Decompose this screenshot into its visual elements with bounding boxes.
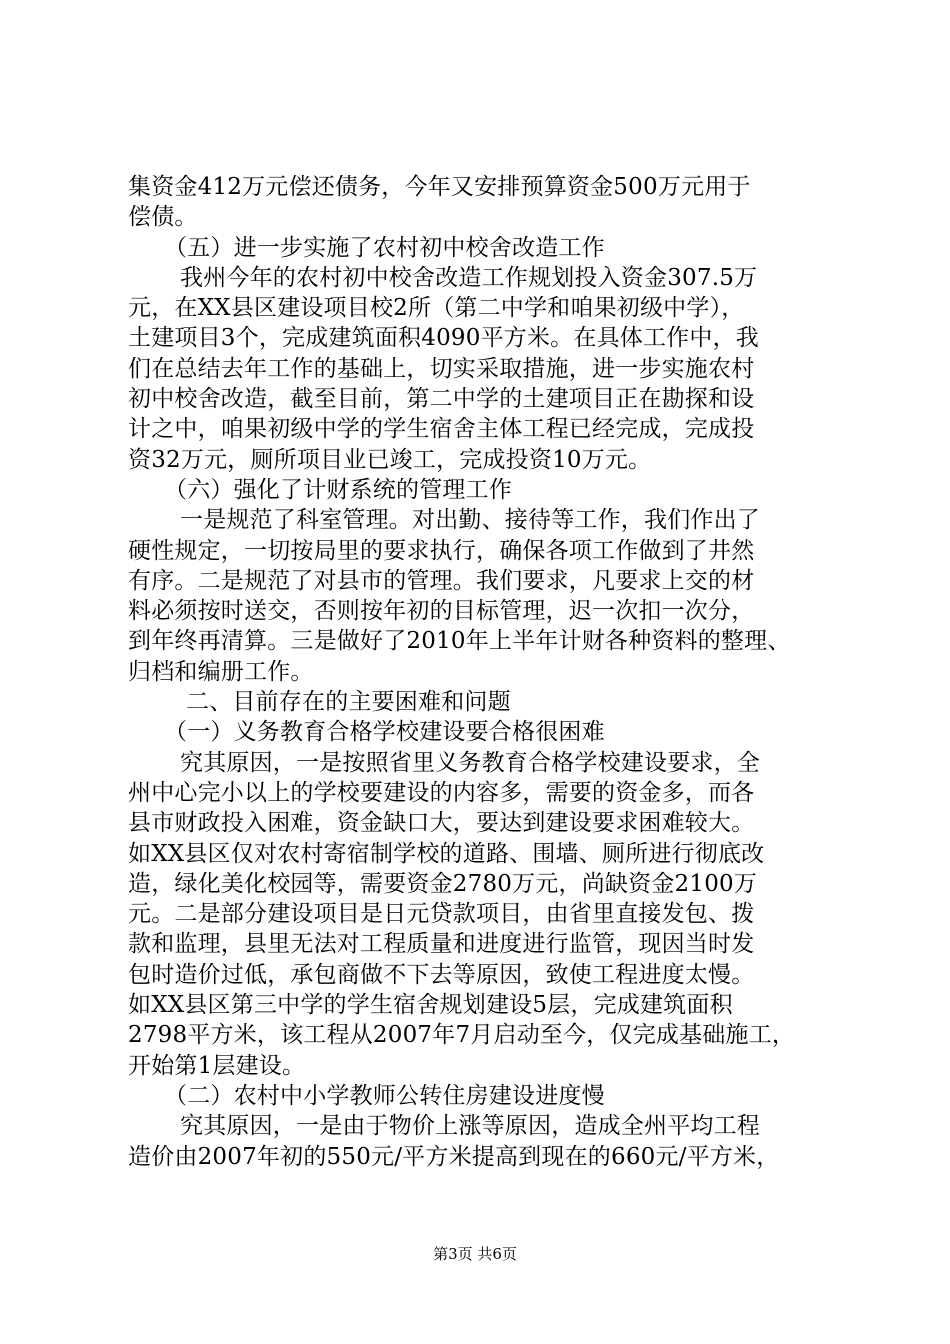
text-line: 元，在XX县区建设项目校2所（第二中学和咱果初级中学），: [128, 295, 745, 322]
text-line: 如XX县区仅对农村寄宿制学校的道路、围墙、厕所进行彻底改: [128, 840, 765, 867]
text-line: 州中心完小以上的学校要建设的内容多，需要的资金多，而各: [128, 779, 755, 806]
document-body: [128, 172, 840, 1172]
sub-heading: （一）义务教育合格学校建设要合格很困难: [164, 719, 605, 746]
paragraph-first-line: 一是规范了科室管理。对出勤、接待等工作，我们作出了: [180, 507, 760, 534]
text-line: 元。二是部分建设项目是日元贷款项目，由省里直接发包、拨: [128, 901, 755, 928]
text-line: 造价由2007年初的550元/平方米提高到现在的660元/平方米，: [128, 1143, 780, 1170]
text-line: 资32万元，厕所项目业已竣工，完成投资10万元。: [128, 446, 652, 473]
text-line: 如XX县区第三中学的学生宿舍规划建设5层，完成建筑面积: [128, 992, 733, 1019]
text-line: 有序。二是规范了对县市的管理。我们要求，凡要求上交的材: [128, 567, 755, 594]
text-line: 们在总结去年工作的基础上，切实采取措施，进一步实施农村: [128, 355, 755, 382]
text-line: 归档和编册工作。: [128, 658, 314, 685]
text-line: 县市财政投入困难，资金缺口大，要达到建设要求困难较大。: [128, 810, 755, 837]
sub-heading: （二）农村中小学教师公转住房建设进度慢: [164, 1082, 605, 1109]
text-line: 初中校舍改造，截至目前，第二中学的土建项目正在勘探和设: [128, 386, 755, 413]
paragraph-first-line: 究其原因，一是按照省里义务教育合格学校建设要求，全: [180, 749, 760, 776]
paragraph-first-line: 究其原因，一是由于物价上涨等原因，造成全州平均工程: [180, 1113, 760, 1140]
text-line: 2798平方米，该工程从2007年7月启动至今，仅完成基础施工，: [128, 1022, 796, 1049]
text-line: 料必须按时送交，否则按年初的目标管理，迟一次扣一次分，: [128, 598, 755, 625]
text-line: 包时造价过低，承包商做不下去等原因，致使工程进度太慢。: [128, 961, 755, 988]
sub-heading: （六）强化了计财系统的管理工作: [164, 476, 512, 503]
text-line: 到年终再清算。三是做好了2010年上半年计财各种资料的整理、: [128, 628, 791, 655]
paragraph-first-line: 我州今年的农村初中校舍改造工作规划投入资金307.5万: [180, 264, 758, 291]
text-line: 集资金412万元偿还债务，今年又安排预算资金500万元用于: [128, 174, 751, 200]
page-footer: 第3页 共6页: [433, 1245, 517, 1263]
text-line: 硬性规定，一切按局里的要求执行，确保各项工作做到了井然: [128, 537, 755, 564]
text-line: 开始第1层建设。: [128, 1052, 306, 1079]
sub-heading: （五）进一步实施了农村初中校舍改造工作: [164, 234, 605, 261]
text-line: 计之中，咱果初级中学的学生宿舍主体工程已经完成，完成投: [128, 416, 755, 443]
text-line: 造，绿化美化校园等，需要资金2780万元，尚缺资金2100万: [128, 870, 758, 897]
text-line: 款和监理，县里无法对工程质量和进度进行监管，现因当时发: [128, 931, 755, 958]
text-line: 偿债。: [128, 204, 198, 231]
section-heading: 二、目前存在的主要困难和问题: [186, 689, 511, 716]
text-line: 土建项目3个，完成建筑面积4090平方米。在具体工作中，我: [128, 325, 759, 352]
